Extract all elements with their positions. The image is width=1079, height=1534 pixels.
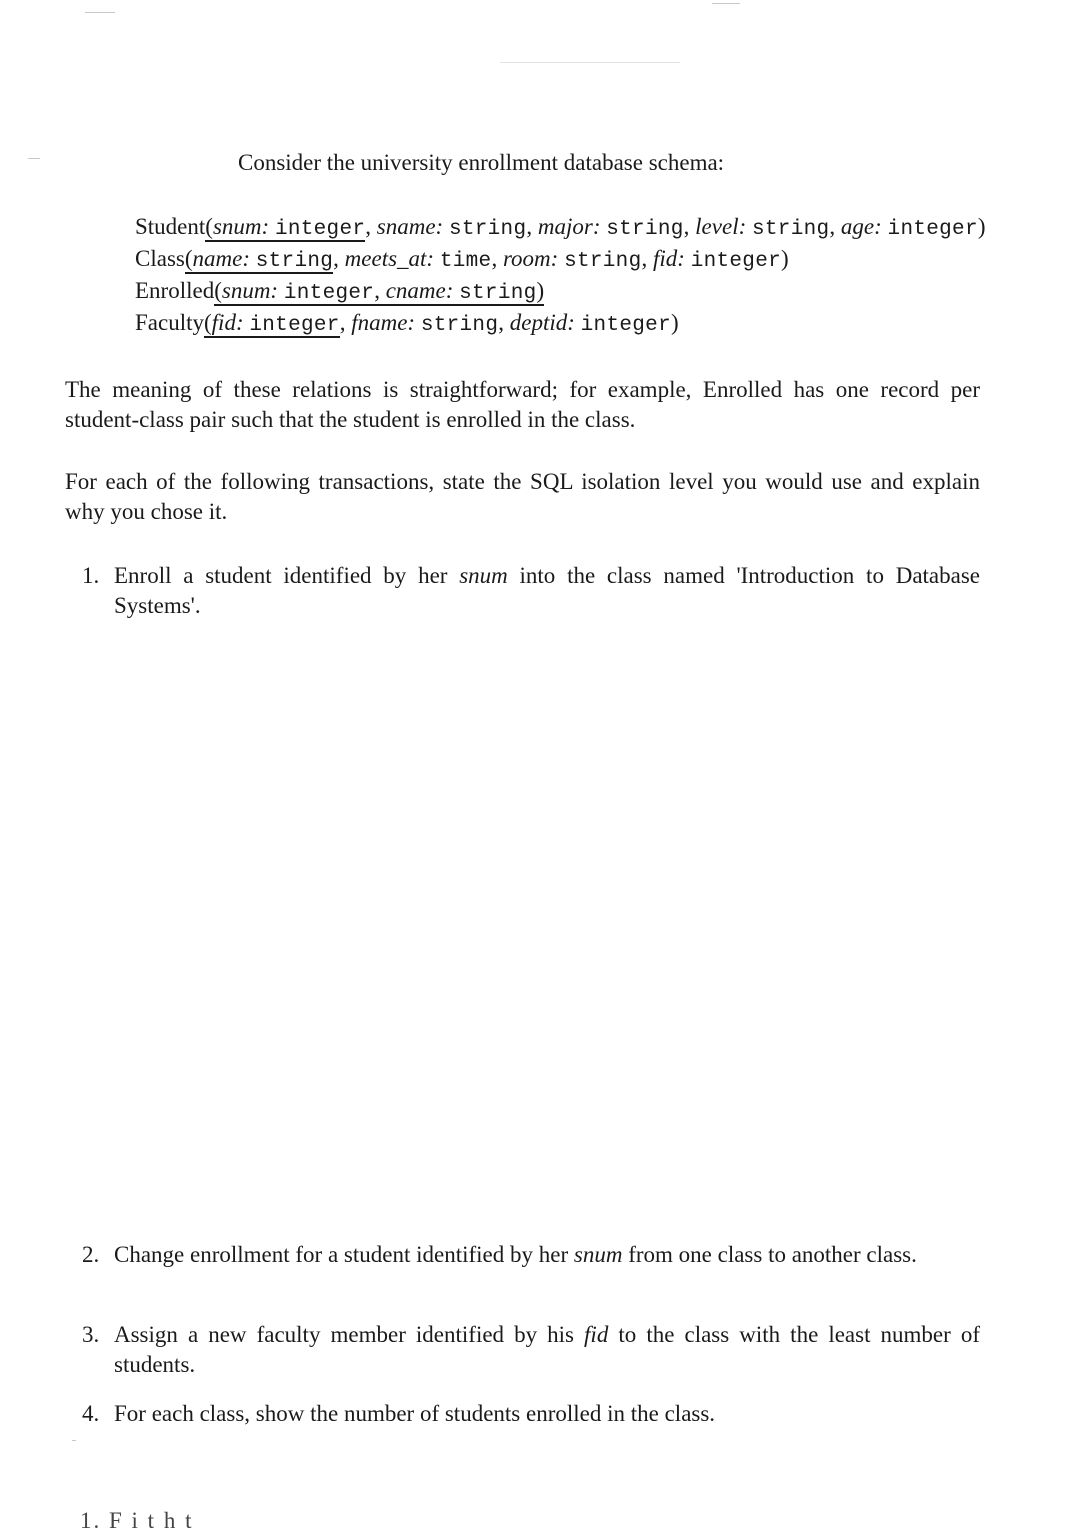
list-item	[82, 1240, 980, 1270]
field-name: deptid:	[509, 310, 575, 335]
scan-mark	[28, 158, 40, 159]
field-name: fname:	[351, 310, 416, 335]
field-type: integer	[580, 314, 671, 337]
primary-key: (snum: integer, cname: string)	[214, 278, 545, 305]
scan-mark	[500, 62, 680, 63]
item-text: Enroll a student identified by her snum into the class named 'Introduction to Database Systems'.	[114, 563, 980, 618]
item-text: For each class, show the number of students enrolled in the class.	[114, 1401, 716, 1426]
scan-mark	[712, 3, 740, 4]
relation-name: Student	[135, 214, 206, 239]
primary-key: (snum: integer	[205, 214, 366, 241]
schema-class: Class(name: string, meets_at: time, room: string, fid: integer)	[135, 246, 789, 273]
list-item	[82, 1320, 980, 1380]
relations-explanation: The meaning of these relations is straightforward; for example, Enrolled has one record per student-class pair such that the student is enrolled in the class.	[65, 377, 980, 432]
field-type: integer	[887, 218, 978, 241]
field-type: integer	[690, 250, 782, 273]
item-text: Change enrollment for a student identified by her snum from one class to another class.	[114, 1242, 917, 1267]
field-name: major:	[537, 214, 601, 239]
relation-name: Enrolled	[135, 278, 215, 303]
field-name: level:	[695, 214, 747, 239]
field-name: age:	[840, 214, 882, 239]
field-type: time	[439, 250, 492, 273]
instructions: For each of the following transactions, state the SQL isolation level you would use and explain why you chose it.	[65, 469, 980, 524]
schema-faculty: Faculty(fid: integer, fname: string, deptid: integer)	[135, 310, 679, 337]
primary-key: (name: string	[184, 246, 334, 273]
relation-name: Class	[135, 246, 185, 271]
field-type: string	[752, 218, 830, 241]
field-name: sname:	[376, 214, 444, 239]
scan-mark	[72, 1440, 76, 1441]
list-item	[82, 561, 980, 621]
schema-enrolled	[135, 278, 544, 305]
scan-mark	[85, 12, 115, 13]
cut-off-text: 1. F i t h t	[80, 1508, 194, 1533]
item-number: 1.	[82, 563, 100, 588]
schema-student: Student(snum: integer, sname: string, major: string, level: string, age: integer)	[135, 214, 986, 241]
field-type: string	[448, 218, 527, 241]
field-name: meets_at:	[344, 246, 435, 271]
field-type: string	[564, 250, 642, 273]
primary-key: (fid: integer	[204, 310, 340, 337]
intro-text: Consider the university enrollment database schema:	[238, 150, 725, 175]
field-type: string	[420, 314, 499, 337]
list-item	[82, 1399, 980, 1429]
field-type: string	[606, 218, 684, 241]
item-number: 2.	[82, 1242, 100, 1267]
field-name: room:	[502, 246, 559, 271]
relation-name: Faculty	[135, 310, 204, 335]
item-text: Assign a new faculty member identified by his fid to the class with the least number of students.	[114, 1322, 981, 1377]
item-number: 3.	[82, 1322, 100, 1347]
field-name: fid:	[653, 246, 685, 271]
item-number: 4.	[82, 1401, 100, 1426]
